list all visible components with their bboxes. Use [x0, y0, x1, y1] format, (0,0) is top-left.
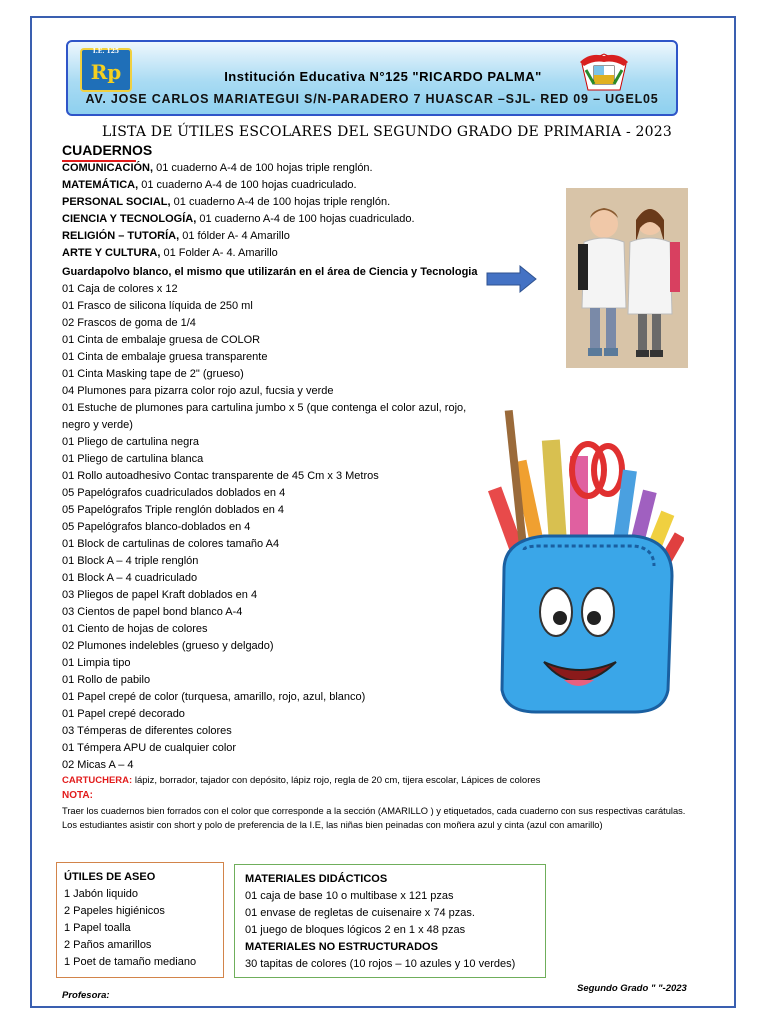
- supply-item: 01 Caja de colores x 12: [62, 283, 178, 295]
- cuaderno-detail: 01 cuaderno A-4 de 100 hojas cuadriculado.: [138, 179, 357, 191]
- supply-item: 01 Rollo autoadhesivo Contac transparente de 45 Cm x 3 Metros: [62, 470, 379, 482]
- school-bag-cartoon-image: [484, 400, 684, 720]
- school-logo-tag: I.E. 125: [92, 48, 120, 55]
- supply-item: 01 Block de cartulinas de colores tamaño A4: [62, 538, 280, 550]
- supply-item: 01 Cinta Masking tape de 2" (grueso): [62, 368, 244, 380]
- supply-item: 03 Cientos de papel bond blanco A-4: [62, 606, 243, 618]
- cuaderno-line: [62, 196, 390, 208]
- cartuchera-line: [62, 775, 540, 786]
- school-header-banner: [66, 40, 678, 116]
- list-item: 01 envase de regletas de cuisenaire x 74 pzas.: [245, 907, 475, 919]
- cuaderno-detail: 01 fólder A- 4 Amarillo: [179, 230, 290, 242]
- supply-item: 05 Papelógrafos cuadriculados doblados en 4: [62, 487, 286, 499]
- aseo-list: [64, 886, 223, 971]
- list-item: 2 Papeles higiénicos: [64, 905, 165, 917]
- supply-item: 02 Micas A – 4: [62, 759, 134, 771]
- list-item: 1 Papel toalla: [64, 922, 131, 934]
- students-in-lab-coats-image: [566, 188, 688, 368]
- list-item: 1 Jabón liquido: [64, 888, 139, 900]
- nota-line: Traer los cuadernos bien forrados con el color que corresponde a la sección (AMARILLO ) y etiquetados, cada cuaderno con sus respectivas carátulas.: [62, 806, 686, 816]
- list-item: 01 caja de base 10 o multibase x 121 pzas: [245, 890, 454, 902]
- school-logo: [80, 48, 132, 92]
- supply-item: 01 Papel crepé decorado: [62, 708, 185, 720]
- supply-item: 01 Cinta de embalaje gruesa transparente: [62, 351, 268, 363]
- cuaderno-line: [62, 213, 415, 225]
- no-estructurados-title: MATERIALES NO ESTRUCTURADOS: [245, 941, 438, 953]
- cuaderno-detail: 01 cuaderno A-4 de 100 hojas triple renglón.: [153, 162, 373, 174]
- cuaderno-subject: CIENCIA Y TECNOLOGÍA,: [62, 213, 197, 225]
- list-item: 30 tapitas de colores (10 rojos – 10 azules y 10 verdes): [245, 958, 516, 970]
- cuadernos-heading: CUADERNOS: [62, 142, 153, 158]
- cuaderno-detail: 01 Folder A- 4. Amarillo: [160, 247, 278, 259]
- supply-item: 04 Plumones para pizarra color rojo azul, fucsia y verde: [62, 385, 334, 397]
- arrow-right-icon: [486, 264, 538, 294]
- cuaderno-line: [62, 179, 357, 191]
- peru-coat-of-arms-icon: [576, 50, 632, 94]
- materiales-didacticos-box: [234, 864, 546, 978]
- supply-item: 01 Frasco de silicona líquida de 250 ml: [62, 300, 253, 312]
- school-logo-text: Rp: [90, 60, 122, 84]
- supply-item: 01 Rollo de pabilo: [62, 674, 151, 686]
- didacticos-title: MATERIALES DIDÁCTICOS: [245, 873, 388, 885]
- supply-item: 01 Papel crepé de color (turquesa, amarillo, rojo, azul, blanco): [62, 691, 366, 703]
- supply-item: 01 Block A – 4 cuadriculado: [62, 572, 198, 584]
- profesora-label: Profesora:: [62, 990, 110, 1001]
- supply-item: 05 Papelógrafos Triple renglón doblados en 4: [62, 504, 284, 516]
- supply-item: 03 Témperas de diferentes colores: [62, 725, 232, 737]
- supply-item: 01 Limpia tipo: [62, 657, 131, 669]
- cuaderno-line: [62, 247, 278, 259]
- supply-item: 01 Estuche de plumones para cartulina jumbo x 5 (que contenga el color azul, rojo, negro y verde): [62, 402, 467, 431]
- list-item: 2 Paños amarillos: [64, 939, 152, 951]
- list-item: 1 Poet de tamaño mediano: [64, 956, 197, 968]
- supply-item: 01 Block A – 4 triple renglón: [62, 555, 199, 567]
- cartuchera-label: CARTUCHERA:: [62, 775, 133, 786]
- supply-item: 02 Frascos de goma de 1/4: [62, 317, 196, 329]
- supply-item: 03 Pliegos de papel Kraft doblados en 4: [62, 589, 258, 601]
- grado-footer: Segundo Grado " "-2023: [577, 983, 687, 994]
- didacticos-list: [245, 888, 545, 939]
- aseo-title: ÚTILES DE ASEO: [64, 871, 156, 883]
- nota-text: [62, 804, 702, 832]
- cuaderno-subject: COMUNICACIÓN,: [62, 162, 154, 174]
- supply-item: 02 Plumones indelebles (grueso y delgado): [62, 640, 274, 652]
- nota-line: Los estudiantes asistir con short y polo de preferencia de la I.E, las niñas bien peinadas con moñera azul y cinta (azul con amarillo): [62, 820, 603, 830]
- list-item: 01 juego de bloques lógicos 2 en 1 x 48 pzas: [245, 924, 466, 936]
- supplies-list: [62, 281, 482, 774]
- cuaderno-subject: MATEMÁTICA,: [62, 179, 139, 191]
- cuaderno-detail: 01 cuaderno A-4 de 100 hojas cuadriculado.: [196, 213, 415, 225]
- supply-item: 01 Pliego de cartulina negra: [62, 436, 199, 448]
- supply-item: 01 Ciento de hojas de colores: [62, 623, 208, 635]
- guardapolvo-note: Guardapolvo blanco, el mismo que utilizarán en el área de Ciencia y Tecnologia: [62, 266, 478, 278]
- cuaderno-line: [62, 230, 290, 242]
- supply-item: 05 Papelógrafos blanco-doblados en 4: [62, 521, 251, 533]
- cuaderno-subject: PERSONAL SOCIAL,: [62, 196, 171, 208]
- institution-address: AV. JOSE CARLOS MARIATEGUI S/N-PARADERO 7 HUASCAR –SJL- RED 09 – UGEL05: [85, 92, 659, 106]
- cartuchera-text: lápiz, borrador, tajador con depósito, lápiz rojo, regla de 20 cm, tijera escolar, Lápices de colores: [132, 775, 541, 786]
- cuaderno-detail: 01 cuaderno A-4 de 100 hojas triple renglón.: [170, 196, 391, 208]
- cuaderno-line: [62, 162, 373, 174]
- supply-item: 01 Cinta de embalaje gruesa de COLOR: [62, 334, 261, 346]
- supply-item: 01 Témpera APU de cualquier color: [62, 742, 237, 754]
- nota-label: NOTA:: [62, 790, 93, 801]
- institution-name: Institución Educativa N°125 "RICARDO PALMA": [224, 69, 542, 84]
- cuaderno-subject: RELIGIÓN – TUTORÍA,: [62, 230, 180, 242]
- utiles-aseo-box: [56, 862, 224, 978]
- cuaderno-subject: ARTE Y CULTURA,: [62, 247, 161, 259]
- page-title: LISTA DE ÚTILES ESCOLARES DEL SEGUNDO GRADO DE PRIMARIA - 2023: [102, 124, 672, 140]
- no-estructurados-list: [245, 956, 545, 973]
- supply-item: 01 Pliego de cartulina blanca: [62, 453, 204, 465]
